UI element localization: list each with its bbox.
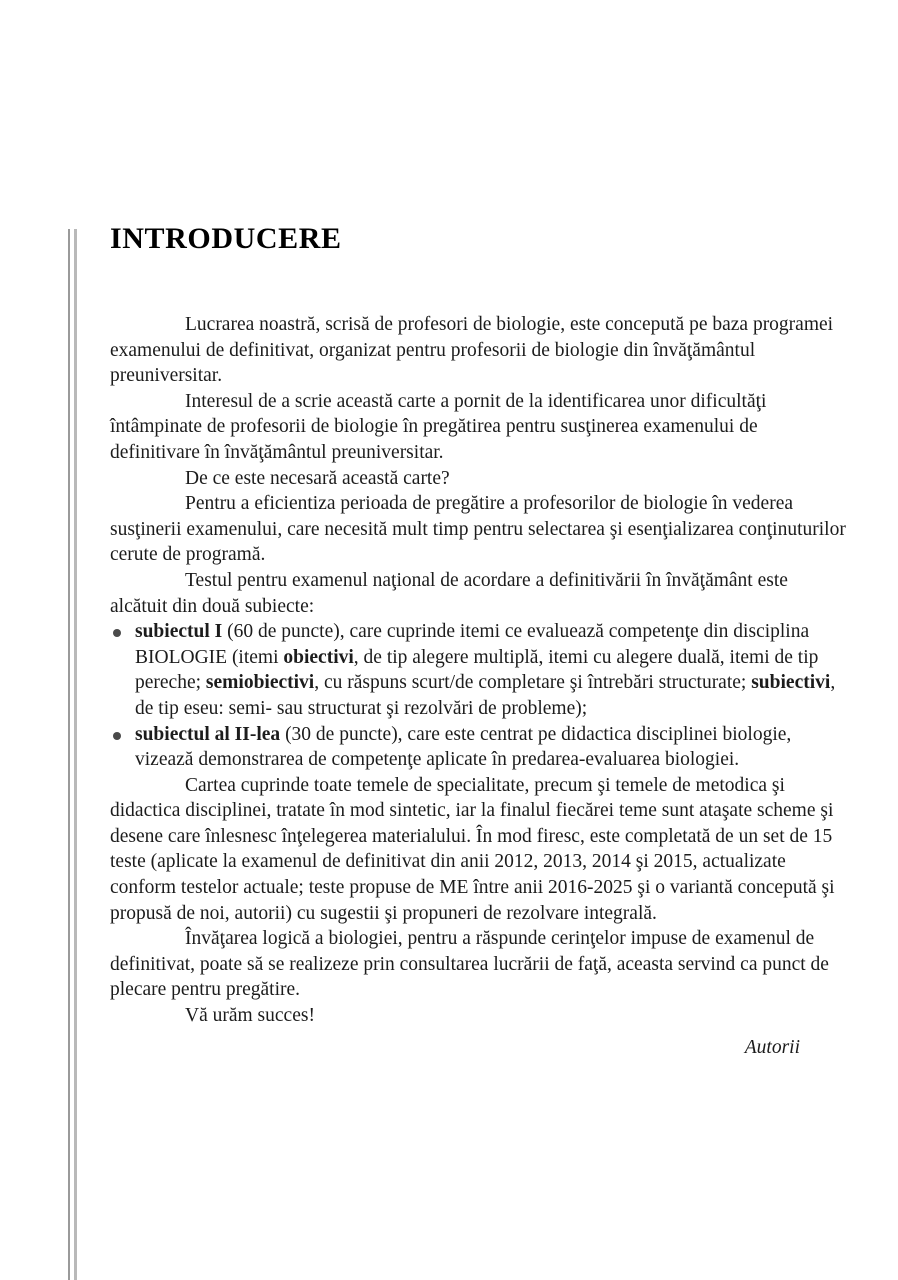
paragraph-test-structure: Testul pentru examenul naţional de acordare a definitivării în învăţământ este alcătuit din două subiecte:	[110, 569, 788, 617]
subject-item-text	[135, 724, 791, 771]
paragraph-question: De ce este necesară această carte?	[185, 467, 450, 489]
paragraph-learning: Învăţarea logică a biologiei, pentru a răspunde cerinţelor impuse de examenul de definitivat, poate să se realizeze prin consultarea lucrării de faţă, aceasta servind ca punct de plecare pentru pregătire.	[110, 928, 829, 1001]
paragraph-wishes: Vă urăm succes!	[185, 1005, 315, 1027]
authors-signature: Autorii	[744, 1036, 800, 1058]
emphasis-text: subiectul al II-lea	[135, 723, 281, 745]
list-item	[110, 722, 846, 773]
emphasis-text: subiectul I	[135, 621, 223, 643]
paragraph-intro-purpose: Lucrarea noastră, scrisă de profesori de biologie, este concepută pe baza programei examenului de definitivat, organizat pentru profesorii de biologie din învăţământul preuniversitar.	[110, 314, 834, 387]
bullet-circle-icon	[113, 629, 121, 637]
paragraph-motivation: Interesul de a scrie această carte a pornit de la identificarea unor dificultăţi întâmpinate de profesorii de biologie în pregătirea pentru susţinerea examenului de definitivare în învăţământul preuniversitar.	[110, 390, 767, 463]
body-text: (30 de puncte), care este centrat pe didactica disciplinei biologie, vizează demonstrarea de competenţe aplicate în predarea-evaluarea biologiei.	[135, 723, 792, 771]
subject-list	[110, 619, 846, 773]
paragraph-efficiency: Pentru a eficientiza perioada de pregătire a profesorilor de biologie în vederea susţinerii examenului, care necesită mult timp pentru selectarea şi esenţializarea conţinuturilor cerute de programă.	[110, 493, 846, 566]
body-text: , de tip alegere multiplă, itemi cu alegere duală, itemi de tip pereche;	[135, 646, 819, 694]
list-item	[110, 619, 846, 721]
subject-item-text	[135, 621, 835, 719]
body-text: , de tip eseu: semi- sau structurat şi rezolvări de probleme);	[135, 672, 836, 719]
page-title: INTRODUCERE	[110, 222, 342, 255]
document-body	[110, 222, 846, 1060]
margin-rule-line-outer	[74, 229, 77, 1280]
emphasis-text: semiobiectivi	[205, 672, 315, 694]
emphasis-text: subiectivi	[751, 672, 831, 694]
margin-rule-line-inner	[68, 229, 70, 1280]
paragraph-book-contents: Cartea cuprinde toate temele de specialitate, precum şi temele de metodica şi didactica disciplinei, tratate în mod sintetic, iar la finalul fiecărei teme sunt ataşate scheme şi desene care înlesnesc înţelegerea materialului. În mod firesc, este completată de un set de 15 teste (aplicate la examenul de definitivat din anii 2012, 2013, 2014 şi 2015, actualizate conform testelor actuale; teste propuse de ME între anii 2016-2025 şi o variantă concepută şi propusă de noi, autorii) cu sugestii şi propuneri de rezolvare integrală.	[110, 774, 835, 924]
emphasis-text: obiectivi	[283, 646, 354, 668]
bullet-circle-icon	[113, 732, 121, 740]
body-text: , cu răspuns scurt/de completare şi întrebări structurate;	[314, 672, 752, 694]
left-margin-rule	[68, 229, 77, 1280]
body-text: (60 de puncte), care cuprinde itemi ce evaluează competenţe din disciplina BIOLOGIE (itemi	[135, 621, 810, 668]
